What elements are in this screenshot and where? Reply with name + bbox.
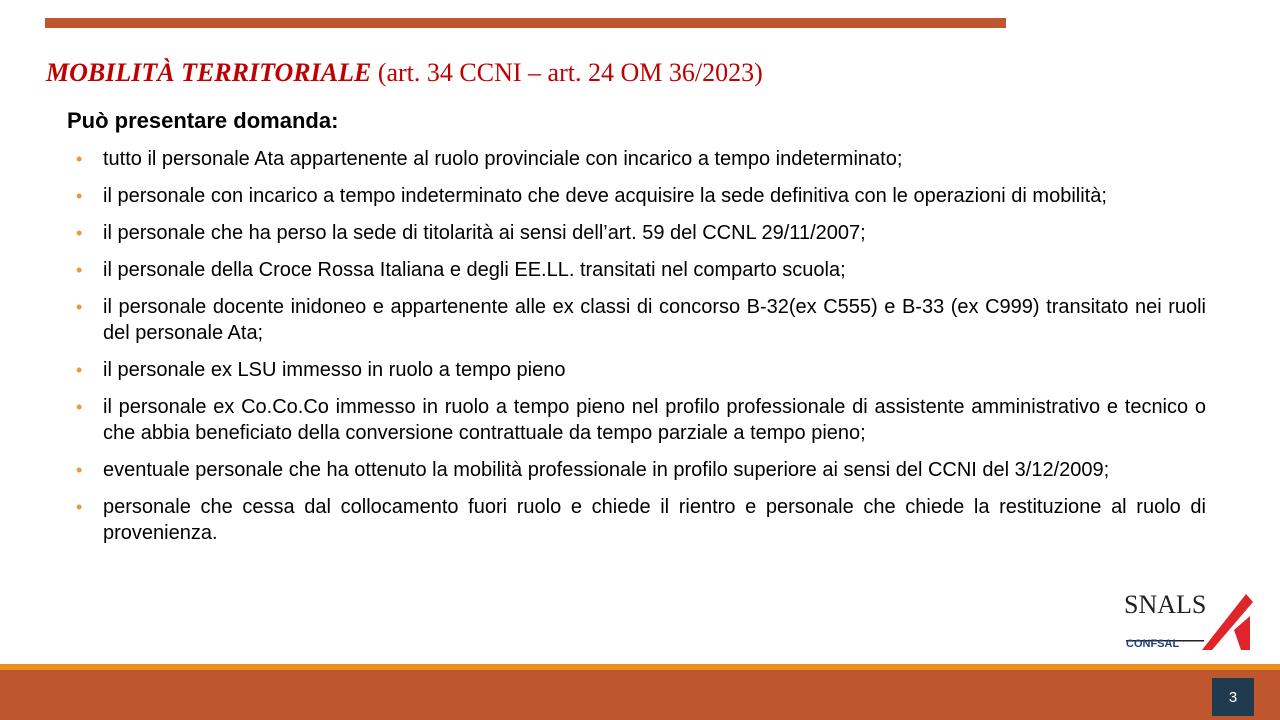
- bullet-icon: •: [76, 360, 83, 380]
- bullet-icon: •: [76, 223, 83, 243]
- section-subtitle: Può presentare domanda:: [67, 108, 339, 133]
- bullet-icon: •: [76, 497, 83, 517]
- title-main: MOBILITÀ TERRITORIALE: [46, 58, 372, 87]
- bullet-icon: •: [76, 149, 83, 169]
- list-item: • il personale docente inidoneo e appartenente alle ex classi di concorso B-32(ex C555) e B-33 (ex C999) transitato nei ruoli del personale Ata;: [76, 296, 1206, 344]
- top-accent-bar: [45, 18, 1006, 28]
- bullet-icon: •: [76, 260, 83, 280]
- list-item: • il personale ex Co.Co.Co immesso in ruolo a tempo pieno nel profilo professionale di assistente amministrativo e tecnico o che abbia beneficiato della conversione contrattuale da tempo parziale a tempo pieno;: [76, 396, 1206, 444]
- eligibility-list: [72, 146, 1206, 557]
- title-reference: (art. 34 CCNI – art. 24 OM 36/2023): [377, 58, 763, 87]
- list-item: • il personale della Croce Rossa Italiana e degli EE.LL. transitati nel comparto scuola;: [76, 259, 846, 281]
- snals-confsal-logo: [1124, 590, 1254, 660]
- footer-band: [0, 670, 1280, 720]
- slide-title: [46, 58, 763, 88]
- bullet-icon: •: [76, 297, 83, 317]
- bullet-icon: •: [76, 397, 83, 417]
- list-item: • tutto il personale Ata appartenente al ruolo provinciale con incarico a tempo indeterminato;: [76, 148, 903, 170]
- list-item: • il personale che ha perso la sede di titolarità ai sensi dell’art. 59 del CCNL 29/11/2007;: [76, 222, 866, 244]
- list-item: • personale che cessa dal collocamento fuori ruolo e chiede il rientro e personale che chiede la restituzione al ruolo di provenienza.: [76, 496, 1206, 544]
- logo-snals-text: SNALS: [1124, 590, 1207, 619]
- bullet-icon: •: [76, 186, 83, 206]
- list-item: • il personale con incarico a tempo indeterminato che deve acquisire la sede definitiva con le operazioni di mobilità;: [76, 185, 1107, 207]
- logo-confsal-text: CONFSAL: [1126, 638, 1180, 650]
- list-item: • eventuale personale che ha ottenuto la mobilità professionale in profilo superiore ai sensi del CCNI del 3/12/2009;: [76, 459, 1110, 481]
- page-number: 3: [1212, 678, 1254, 716]
- list-item: • il personale ex LSU immesso in ruolo a tempo pieno: [76, 359, 566, 381]
- bullet-icon: •: [76, 460, 83, 480]
